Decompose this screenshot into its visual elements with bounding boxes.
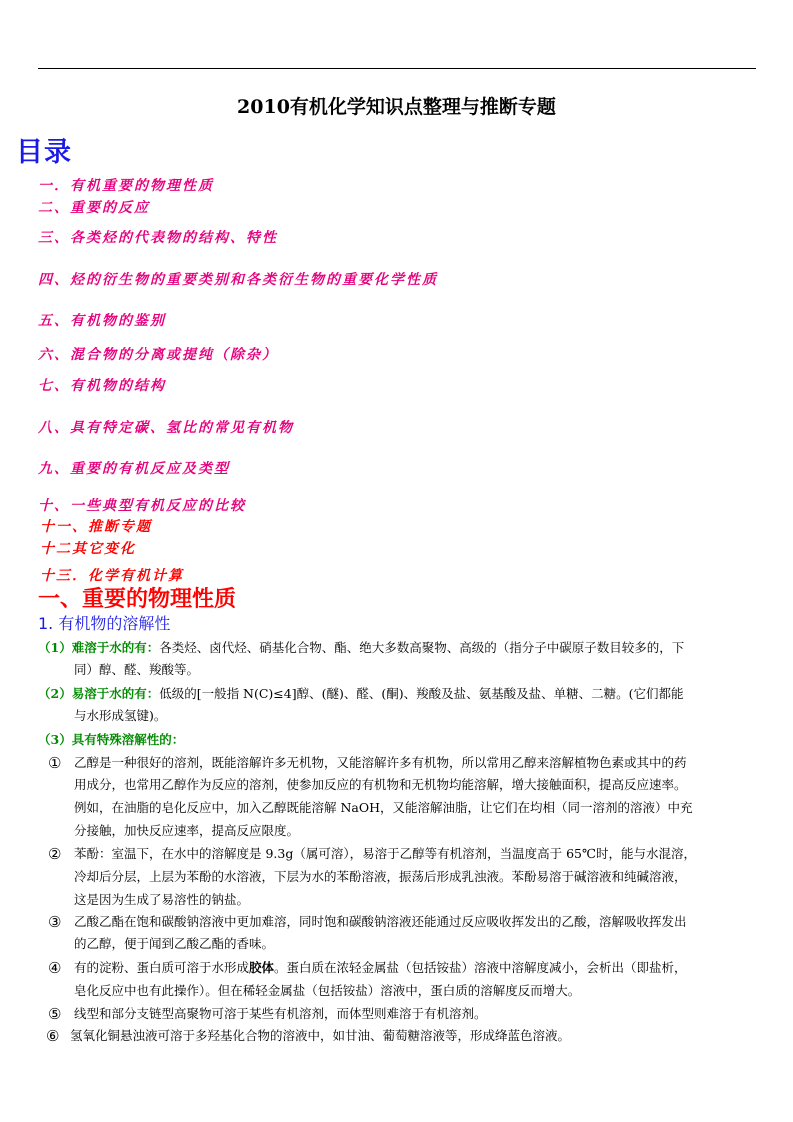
item-line: 线型和部分支链型高聚物可溶于某些有机溶剂，而体型则难溶于有机溶剂。	[74, 1006, 487, 1021]
header-rule	[38, 68, 756, 69]
item-line: 苯酚：室温下，在水中的溶解度是 9.3g（属可溶），易溶于乙醇等有机溶剂，当温度高于 65℃时，能与水混溶，	[74, 846, 696, 861]
paragraph-soluble	[38, 683, 758, 705]
toc-item[interactable]: 九、重要的有机反应及类型	[38, 461, 230, 477]
item-line: 例如，在油脂的皂化反应中，加入乙醇既能溶解 NaOH，又能溶解油脂，让它们在均相（同一溶剂的溶液）中充	[74, 800, 693, 815]
paragraph-insoluble	[38, 637, 758, 659]
item-number: ⑥	[46, 1027, 60, 1045]
item-number: ①	[48, 754, 62, 772]
toc-item[interactable]: 十、一些典型有机反应的比较	[38, 498, 246, 514]
toc-item[interactable]: 四、烃的衍生物的重要类别和各类衍生物的重要化学性质	[38, 272, 438, 288]
item-line: 乙酸乙酯在饱和碳酸钠溶液中更加难溶，同时饱和碳酸钠溶液还能通过反应吸收挥发出的乙酸，溶解吸收挥发出	[74, 914, 687, 929]
item-line: 分接触，加快反应速率，提高反应限度。	[74, 823, 300, 838]
toc-item[interactable]: 八、具有特定碳、氢比的常见有机物	[38, 420, 294, 436]
toc-item[interactable]: 十一、推断专题	[40, 519, 152, 535]
paragraph-label: （2）易溶于水的有：	[38, 686, 160, 701]
toc-item[interactable]: 七、有机物的结构	[38, 378, 166, 394]
item-line: 乙醇是一种很好的溶剂，既能溶解许多无机物，又能溶解许多有机物，所以常用乙醇来溶解植物色素或其中的药	[74, 755, 687, 770]
item-text: 有的淀粉、蛋白质可溶于水形成	[74, 960, 250, 975]
paragraph-text: 低级的[一般指 N(C)≤4]醇、(醚)、醛、(酮)、羧酸及盐、氨基酸及盐、单糖、二糖。(它们都能	[159, 686, 684, 701]
item-line: 这是因为生成了易溶性的钠盐。	[74, 892, 250, 907]
toc-item[interactable]: 一．有机重要的物理性质	[38, 178, 214, 194]
item-number: ④	[48, 959, 62, 977]
toc-item[interactable]: 三、各类烃的代表物的结构、特性	[38, 230, 278, 246]
item-emphasis: 胶体	[249, 960, 275, 975]
paragraph-label: （3）具有特殊溶解性的：	[38, 732, 185, 747]
item-line	[74, 957, 687, 979]
item-number: ③	[48, 913, 62, 931]
paragraph-text: 同）醇、醛、羧酸等。	[74, 662, 200, 677]
item-line: 氢氧化铜悬浊液可溶于多羟基化合物的溶液中，如甘油、葡萄糖溶液等，形成绛蓝色溶液。	[70, 1028, 571, 1043]
toc-item[interactable]: 十三．化学有机计算	[40, 568, 184, 584]
item-text: 。蛋白质在浓轻金属盐（包括铵盐）溶液中溶解度减小，会析出（即盐析，	[274, 960, 687, 975]
item-line: 冷却后分层，上层为苯酚的水溶液，下层为水的苯酚溶液，振荡后形成乳浊液。苯酚易溶于碱溶液和纯碱溶液，	[74, 869, 687, 884]
item-number: ⑤	[48, 1005, 62, 1023]
subsection-heading: 1. 有机物的溶解性	[38, 614, 171, 633]
toc-item[interactable]: 六、混合物的分离或提纯（除杂）	[38, 347, 278, 363]
toc-item[interactable]: 五、有机物的鉴别	[38, 313, 166, 329]
paragraph-text: 与水形成氢键)。	[74, 708, 167, 723]
toc-heading: 目录	[16, 137, 72, 168]
paragraph-text: 各类烃、卤代烃、硝基化合物、酯、绝大多数高聚物、高级的（指分子中碳原子数目较多的，下	[159, 640, 685, 655]
toc-item[interactable]: 二、重要的反应	[38, 200, 150, 216]
item-line: 用成分，也常用乙醇作为反应的溶剂，使参加反应的有机物和无机物均能溶解，增大接触面积，提高反应速率。	[74, 777, 687, 792]
toc-item[interactable]: 十二其它变化	[40, 541, 136, 557]
paragraph-label: （1）难溶于水的有：	[38, 640, 160, 655]
item-line: 的乙醇，便于闻到乙酸乙酯的香味。	[74, 936, 275, 951]
item-number: ②	[48, 845, 62, 863]
item-line: 皂化反应中也有此操作）。但在稀轻金属盐（包括铵盐）溶液中，蛋白质的溶解度反而增大。	[74, 983, 581, 998]
document-title: 2010有机化学知识点整理与推断专题	[237, 96, 556, 118]
section-heading: 一、重要的物理性质	[38, 587, 237, 612]
